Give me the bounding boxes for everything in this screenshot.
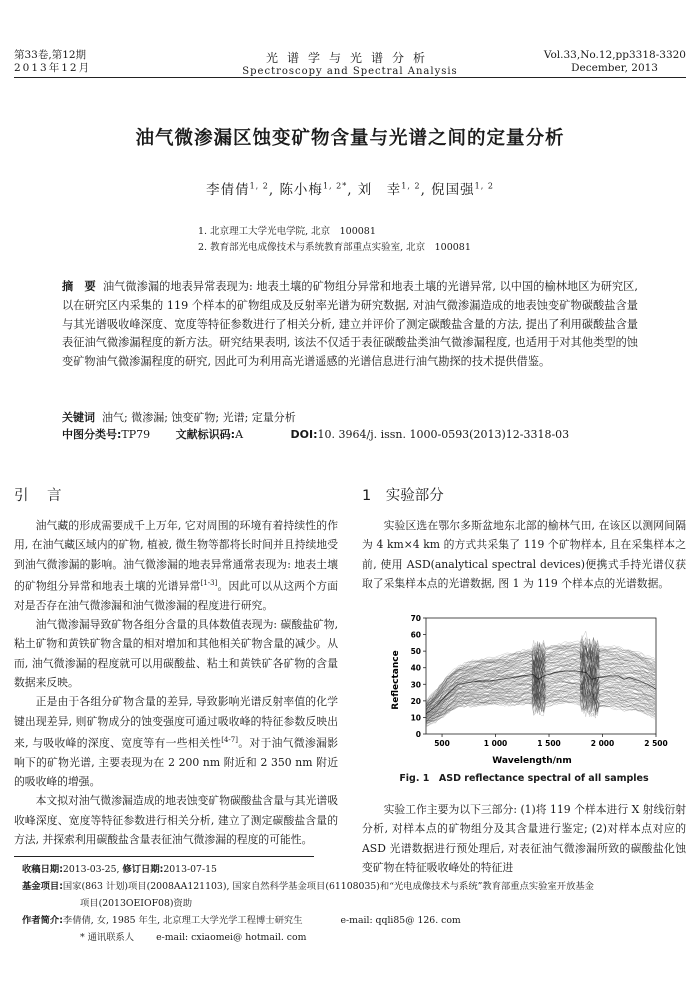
received-date: 2013-03-25, [62, 864, 123, 875]
intro-paragraph: 油气微渗漏导致矿物各组分含量的具体数值表现为: 碳酸盐矿物, 粘土矿物和黄铁矿物含量的相对增加和其他相关矿物含量的减少。从而, 油气微渗漏的程度就可以用碳酸盐、粘土和黄铁矿各矿物的含量数据来反映。 [14, 618, 338, 689]
y-tick-label: 70 [410, 614, 421, 623]
x-tick-label: 2 000 [590, 739, 615, 748]
footnotes [22, 861, 690, 946]
journal-name-cn: 光谱学与光谱分析 [265, 51, 434, 65]
x-tick-label: 500 [434, 739, 450, 748]
abstract-label: 摘 要 [62, 280, 96, 293]
doi-label: DOI: [290, 428, 318, 441]
fund-text: 国家(863 计划)项目(2008AA121103), 国家自然科学基金项目(61108035)和“光电成像技术与系统”教育部重点实验室开放基金 [62, 881, 594, 892]
section-heading-experiment: 1 实验部分 [362, 488, 444, 504]
intro-column [14, 516, 338, 849]
experiment-paragraph: 实验工作主要为以下三部分: (1)将 119 个样本进行 X 射线衍射分析, 对样本点的矿物组分及其含量进行鉴定; (2)对样本点对应的 ASD 光谱数据进行预处理后, 对表征油气微渗漏所致的碳酸盐化蚀变矿物在特征吸收峰处的特征进 [362, 803, 686, 874]
keywords-text: 油气; 微渗漏; 蚀变矿物; 光谱; 定量分析 [102, 411, 296, 424]
intro-text: 油气藏的形成需要成千上万年, 它对周围的环境有着持续性的作用, 在油气藏区域内的矿物, 植被, 微生物等都将长时间并且持续地受到油气微渗漏的影响。油气微渗漏的地表异常通常表现为: 地表土壤的矿物组分异常和地表土壤的光谱异常 [14, 519, 338, 593]
author-list: 李倩倩$^{1, 2}$, 陈小梅$^{1, 2*}$, 刘 幸$^{1, 2}$, 倪国强$^{1, 2}$ [206, 181, 494, 198]
page-title: 油气微渗漏区蚀变矿物含量与光谱之间的定量分析 [135, 128, 565, 149]
y-tick-label: 30 [410, 680, 421, 690]
y-tick-label: 10 [410, 713, 421, 723]
y-tick-label: 20 [410, 696, 421, 706]
affiliation: 2. 教育部光电成像技术与系统教育部重点实验室, 北京 100081 [198, 242, 471, 253]
journal-name-en: Spectroscopy and Spectral Analysis [242, 66, 458, 77]
y-tick-label: 40 [410, 663, 421, 673]
x-tick-label: 1 500 [537, 739, 561, 748]
journal-volume-header [14, 49, 91, 75]
y-tick-label: 60 [410, 630, 421, 640]
bio-label: 作者简介: [22, 915, 63, 926]
author-affil-mark: 1, 2 [249, 181, 269, 191]
clc-value: TP79 [121, 428, 151, 441]
bio-email: e-mail: qqli85@ 126. com [340, 915, 461, 926]
author-name: 倪国强 [431, 182, 475, 198]
clc-label: 中图分类号: [62, 428, 122, 441]
reflectance-spectra-chart [382, 610, 668, 766]
intro-text: 正是由于各组分矿物含量的差异, 导致影响光谱反射率值的化学键出现差异, 则矿物成分的蚀变强度可通过吸收峰的特征参数反映出来, 与吸收峰的深度、宽度等有一些相关性 [14, 695, 338, 750]
journal-volume-en: Vol.33,No.12,pp3318-3320 [543, 49, 686, 61]
revised-label: 修订日期: [122, 864, 164, 875]
abstract [62, 278, 638, 372]
author-affil-mark: 1, 2* [322, 181, 348, 191]
intro-text: 。对于油气微渗漏影响下的矿物光谱, 主要表现为在 2 200 nm 附近和 2 350 nm 附近的吸收峰的增强。 [14, 736, 338, 789]
author-name: 李倩倩 [206, 182, 250, 198]
author-name: 陈小梅 [279, 182, 323, 198]
keywords-block [62, 409, 638, 443]
journal-volume: 第33卷,第12期 [14, 49, 87, 61]
affiliation-list [198, 224, 471, 256]
revised-date: 2013-07-15 [163, 864, 217, 875]
author-affil-mark: 1, 2 [401, 181, 421, 191]
chart-x-label: Wavelength/nm [492, 756, 572, 766]
journal-date: 2013年12月 [14, 62, 92, 74]
citation-mark: [1-3] [200, 578, 218, 587]
corresponding-email: e-mail: cxiaomei@ hotmail. com [156, 932, 307, 943]
chart-y-label: Reflectance [391, 650, 401, 710]
bio-text: 李倩倩, 女, 1985 年生, 北京理工大学光学工程博士研究生 [62, 915, 303, 926]
x-tick-label: 1 000 [483, 739, 508, 748]
intro-paragraph [14, 516, 338, 615]
figure-caption: Fig. 1 ASD reflectance spectral of all samples [399, 773, 649, 784]
intro-paragraph: 本文拟对油气微渗漏造成的地表蚀变矿物碳酸盐含量与其光谱吸收峰深度、宽度等特征参数进行相关分析, 建立了测定碳酸盐含量的方法, 并探索利用碳酸盐含量表征油气微渗漏的程度的可能性。 [14, 794, 338, 846]
fund-text-cont: 项目(2013OEIOF08)资助 [80, 898, 193, 909]
section-heading-intro: 引 言 [14, 488, 64, 504]
journal-vol-en-header [544, 49, 686, 75]
journal-name-header [200, 49, 500, 77]
abstract-text: 油气微渗漏的地表异常表现为: 地表土壤的矿物组分异常和地表土壤的光谱异常, 以中国的榆林地区为研究区, 以在研究区内采集的 119 个样本的矿物组成及反射率光谱为研究数据, 对油气微渗漏造成的地表蚀变矿物碳酸盐含量与其光谱吸收峰深度、宽度等特征参数进行了相关分析, 建立并评价了测定碳酸盐含量的方法, 提出了利用碳酸盐含量表征油气微渗漏程度的新方法。研究结果表明, 该法不仅适于表征碳酸盐类油气微渗漏程度, 也适用于对其他类型的蚀变矿物油气微渗漏程度的研究, 因此可为利用高光谱遥感的光谱信息进行油气勘探的技术提供借鉴。 [62, 280, 638, 369]
doi-value: 10. 3964/j. issn. 1000-0593(2013)12-3318-03 [317, 428, 570, 441]
y-tick-label: 0 [415, 730, 421, 739]
doc-code-value: A [235, 428, 244, 441]
experiment-intro [362, 516, 686, 593]
affiliation: 1. 北京理工大学光电学院, 北京 100081 [198, 226, 376, 237]
corresponding-label: * 通讯联系人 [80, 932, 135, 943]
intro-text: 。因此可以从这两个方面对是否存在油气微渗漏和油气微渗漏的程度进行研究。 [14, 579, 339, 612]
received-label: 收稿日期: [22, 864, 63, 875]
header-rule [14, 77, 686, 78]
doc-code-label: 文献标识码: [175, 428, 236, 441]
chart-plot-area [411, 614, 668, 748]
y-tick-label: 50 [410, 647, 421, 657]
author-name: 刘 幸 [357, 182, 402, 198]
fund-label: 基金项目: [22, 881, 63, 892]
classification-line [62, 426, 638, 443]
keywords-label: 关键词 [62, 411, 95, 424]
footnote-rule [14, 856, 314, 857]
citation-mark: [4-7] [221, 735, 238, 744]
journal-date-en: December, 2013 [571, 62, 658, 74]
experiment-paragraph: 实验区选在鄂尔多斯盆地东北部的榆林气田, 在该区以测网间隔为 4 km×4 km 的方式共采集了 119 个矿物样本, 且在采集样本之前, 使用 ASD(analytical spectral devices)便携式手持光谱仪获取了采集样本点的光谱数据, 图 1 为 119 个样本点的光谱数据。 [362, 519, 686, 590]
intro-paragraph [14, 692, 338, 791]
x-tick-label: 2 500 [644, 739, 668, 748]
author-affil-mark: 1, 2 [474, 181, 494, 191]
